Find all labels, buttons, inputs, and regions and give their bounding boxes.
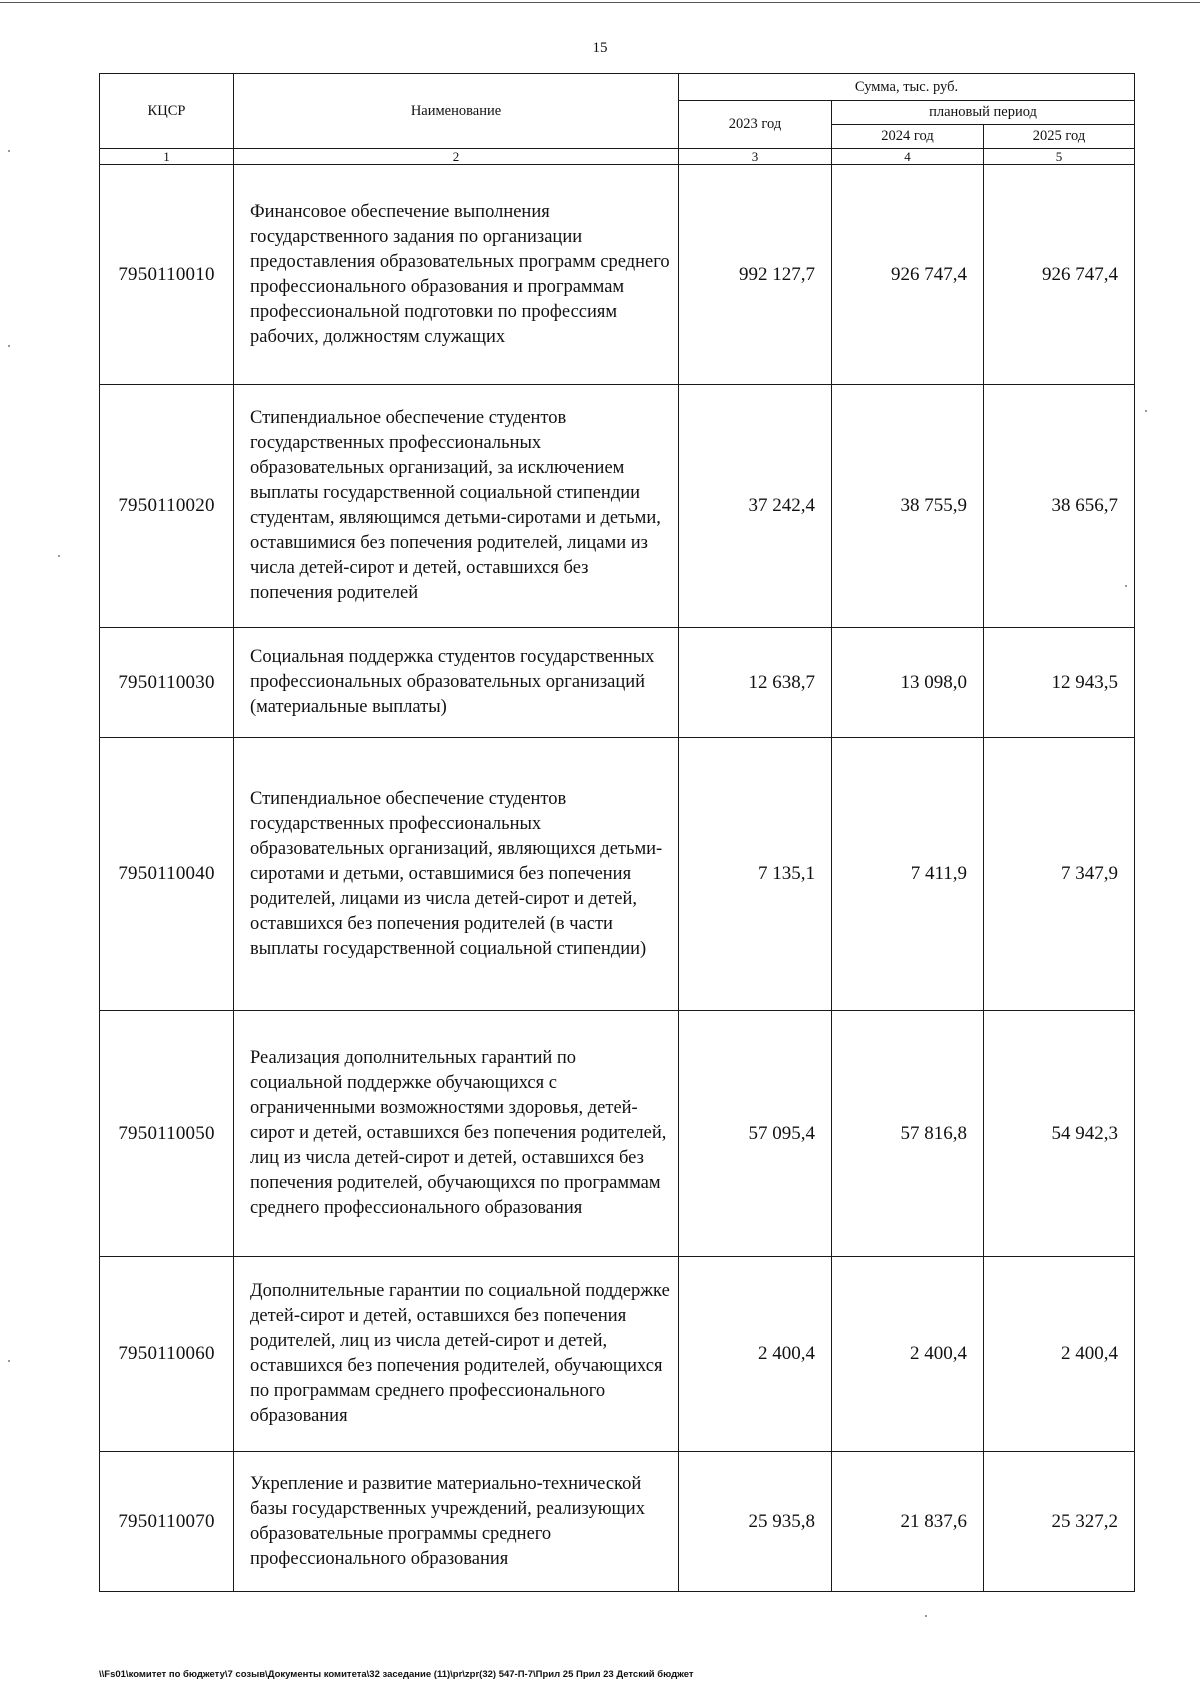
row-value-2023: 57 095,4	[679, 1011, 832, 1257]
table-row	[100, 1452, 1135, 1592]
scan-speck	[58, 555, 60, 557]
table-row	[100, 1011, 1135, 1257]
scan-speck	[8, 150, 10, 152]
row-name: Стипендиальное обеспечение студентов государственных профессиональных образовательных организаций, являющихся детьми-сиротами и детьми, оставшимися без попечения родителей, лицами из числа детей-сирот и детей, оставшихся без попечения родителей (в части выплаты государственной социальной стипендии)	[234, 738, 679, 1011]
row-value-2024: 38 755,9	[832, 385, 984, 628]
row-code: 7950110040	[100, 738, 234, 1011]
column-number: 2	[234, 149, 679, 165]
header-year-2025: 2025 год	[984, 125, 1135, 149]
row-name: Реализация дополнительных гарантий по социальной поддержке обучающихся с ограниченными возможностями здоровья, детей-сирот и детей, оставшихся без попечения родителей, лиц из числа детей-сирот и детей, оставшихся без попечения родителей, обучающихся по программам среднего профессионального образования	[234, 1011, 679, 1257]
row-name: Финансовое обеспечение выполнения государственного задания по организации предоставления образовательных программ среднего профессионального образования и программам профессиональной подготовки по профессиям рабочих, должностям служащих	[234, 165, 679, 385]
column-number-row	[100, 149, 1135, 165]
header-year-2024: 2024 год	[832, 125, 984, 149]
row-code: 7950110010	[100, 165, 234, 385]
header-year-2023: 2023 год	[679, 101, 832, 149]
page-top-edge	[0, 2, 1200, 3]
column-number: 5	[984, 149, 1135, 165]
footer-file-path: \\Fs01\комитет по бюджету\7 созыв\Документы комитета\32 заседание (11)\pr\zpr(32) 547-П-7\Прил 25 Прил 23 Детский бюджет	[99, 1669, 694, 1680]
row-value-2023: 2 400,4	[679, 1257, 832, 1452]
row-value-2023: 37 242,4	[679, 385, 832, 628]
column-number: 4	[832, 149, 984, 165]
table-row	[100, 385, 1135, 628]
row-value-2025: 12 943,5	[984, 628, 1135, 738]
row-name: Укрепление и развитие материально-технической базы государственных учреждений, реализующих образовательные программы среднего профессионального образования	[234, 1452, 679, 1592]
table-body	[100, 165, 1135, 1592]
row-value-2023: 7 135,1	[679, 738, 832, 1011]
row-value-2024: 7 411,9	[832, 738, 984, 1011]
scan-speck	[8, 1360, 10, 1362]
page-number: 15	[592, 40, 608, 56]
row-code: 7950110020	[100, 385, 234, 628]
scan-speck	[8, 345, 10, 347]
header-name: Наименование	[234, 74, 679, 149]
row-value-2023: 992 127,7	[679, 165, 832, 385]
table-header	[100, 74, 1135, 165]
scan-speck	[1145, 410, 1147, 412]
scan-speck	[1125, 585, 1127, 587]
row-value-2024: 2 400,4	[832, 1257, 984, 1452]
column-number: 1	[100, 149, 234, 165]
scan-speck	[925, 1615, 927, 1617]
row-code: 7950110070	[100, 1452, 234, 1592]
row-value-2023: 25 935,8	[679, 1452, 832, 1592]
row-value-2025: 25 327,2	[984, 1452, 1135, 1592]
row-value-2024: 13 098,0	[832, 628, 984, 738]
row-code: 7950110050	[100, 1011, 234, 1257]
row-name: Стипендиальное обеспечение студентов государственных профессиональных образовательных организаций, за исключением выплаты государственной социальной стипендии студентам, являющимся детьми-сиротами и детьми, оставшимися без попечения родителей, лицами из числа детей-сирот и детей, оставшихся без попечения родителей	[234, 385, 679, 628]
header-code: КЦСР	[100, 74, 234, 149]
table-row	[100, 628, 1135, 738]
row-code: 7950110060	[100, 1257, 234, 1452]
header-sum: Сумма, тыс. руб.	[679, 74, 1135, 101]
row-value-2024: 926 747,4	[832, 165, 984, 385]
table-row	[100, 738, 1135, 1011]
table-row	[100, 1257, 1135, 1452]
row-value-2025: 7 347,9	[984, 738, 1135, 1011]
row-value-2025: 54 942,3	[984, 1011, 1135, 1257]
row-code: 7950110030	[100, 628, 234, 738]
row-name: Дополнительные гарантии по социальной поддержке детей-сирот и детей, оставшихся без попечения родителей, лиц из числа детей-сирот и детей, оставшихся без попечения родителей, обучающихся по программам среднего профессионального образования	[234, 1257, 679, 1452]
row-value-2025: 38 656,7	[984, 385, 1135, 628]
row-name: Социальная поддержка студентов государственных профессиональных образовательных организаций (материальные выплаты)	[234, 628, 679, 738]
row-value-2024: 57 816,8	[832, 1011, 984, 1257]
row-value-2025: 926 747,4	[984, 165, 1135, 385]
table-row	[100, 165, 1135, 385]
header-planned-period: плановый период	[832, 101, 1135, 125]
row-value-2024: 21 837,6	[832, 1452, 984, 1592]
column-number: 3	[679, 149, 832, 165]
row-value-2023: 12 638,7	[679, 628, 832, 738]
row-value-2025: 2 400,4	[984, 1257, 1135, 1452]
budget-table	[99, 73, 1135, 1592]
